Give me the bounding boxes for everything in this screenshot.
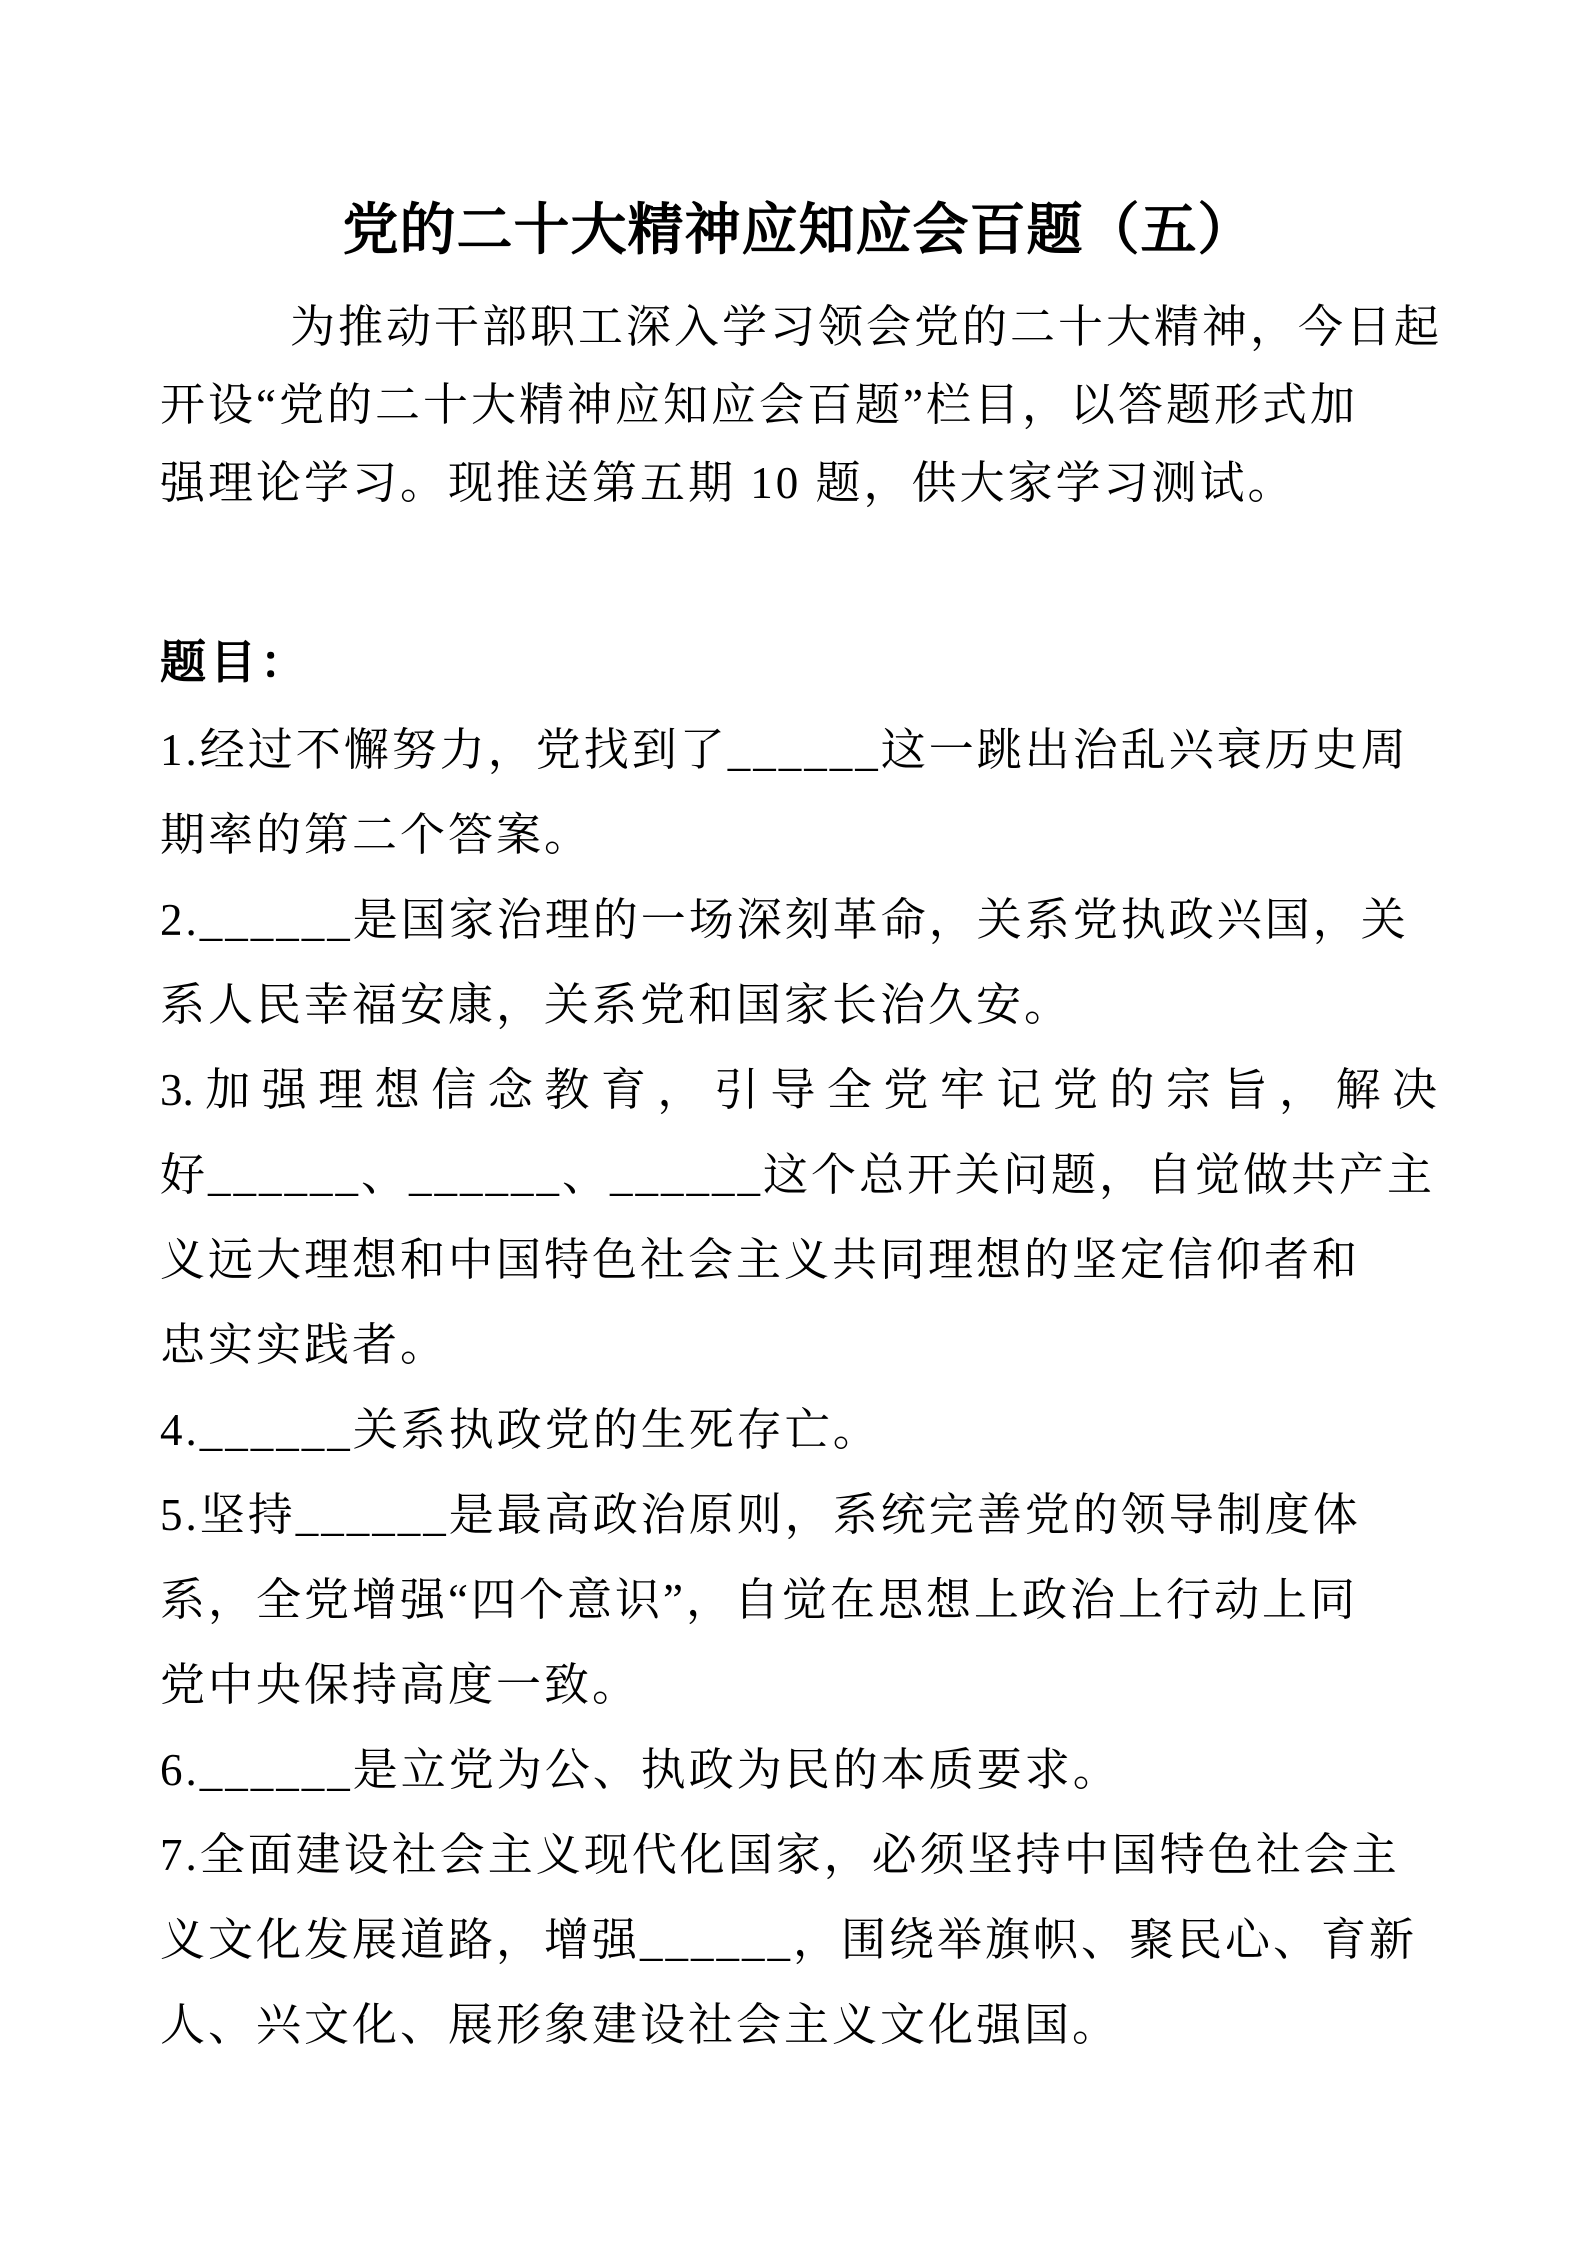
question-line: 义文化发展道路，增强______，围绕举旗帜、聚民心、育新 [160,1915,1418,1965]
question-line: 党中央保持高度一致。 [160,1660,641,1710]
question-line: 2.______是国家治理的一场深刻革命，关系党执政兴国，关 [160,895,1409,945]
document-title: 党的二十大精神应知应会百题（五） [342,200,1255,262]
question-line: 7.全面建设社会主义现代化国家，必须坚持中国特色社会主 [160,1830,1400,1880]
intro-line: 开设“党的二十大精神应知应会百题”栏目，以答题形式加 [160,380,1358,430]
question-6 [160,1728,1437,1813]
question-line: 6.______是立党为公、执政为民的本质要求。 [160,1745,1121,1795]
question-line: 义远大理想和中国特色社会主义共同理想的坚定信仰者和 [160,1235,1361,1285]
intro-line: 强理论学习。现推送第五期 10 题，供大家学习测试。 [160,458,1296,508]
question-line: 系人民幸福安康，关系党和国家长治久安。 [160,980,1073,1030]
question-line: 5.坚持______是最高政治原则，系统完善党的领导制度体 [160,1490,1361,1540]
question-line: 1.经过不懈努力，党找到了______这一跳出治乱兴衰历史周 [160,725,1409,775]
question-1 [160,708,1437,878]
question-line: 4.______关系执政党的生死存亡。 [160,1405,881,1455]
intro-line: 为推动干部职工深入学习领会党的二十大精神，今日起 [290,302,1443,352]
question-3 [160,1048,1437,1388]
questions-heading: 题目： [160,636,310,688]
questions-list [160,708,1437,2068]
intro-paragraph [160,288,1443,522]
question-line: 忠实实践者。 [160,1320,449,1370]
question-line: 3.加强理想信念教育，引导全党牢记党的宗旨，解决 [160,1065,1437,1115]
question-line: 人、兴文化、展形象建设社会主义文化强国。 [160,2000,1121,2050]
question-line: 期率的第二个答案。 [160,810,593,860]
question-7 [160,1813,1437,2068]
question-5 [160,1473,1437,1728]
question-line: 好______、______、______这个总开关问题，自觉做共产主 [160,1150,1436,1200]
question-line: 系，全党增强“四个意识”，自觉在思想上政治上行动上同 [160,1575,1358,1625]
question-4 [160,1388,1437,1473]
question-2 [160,878,1437,1048]
